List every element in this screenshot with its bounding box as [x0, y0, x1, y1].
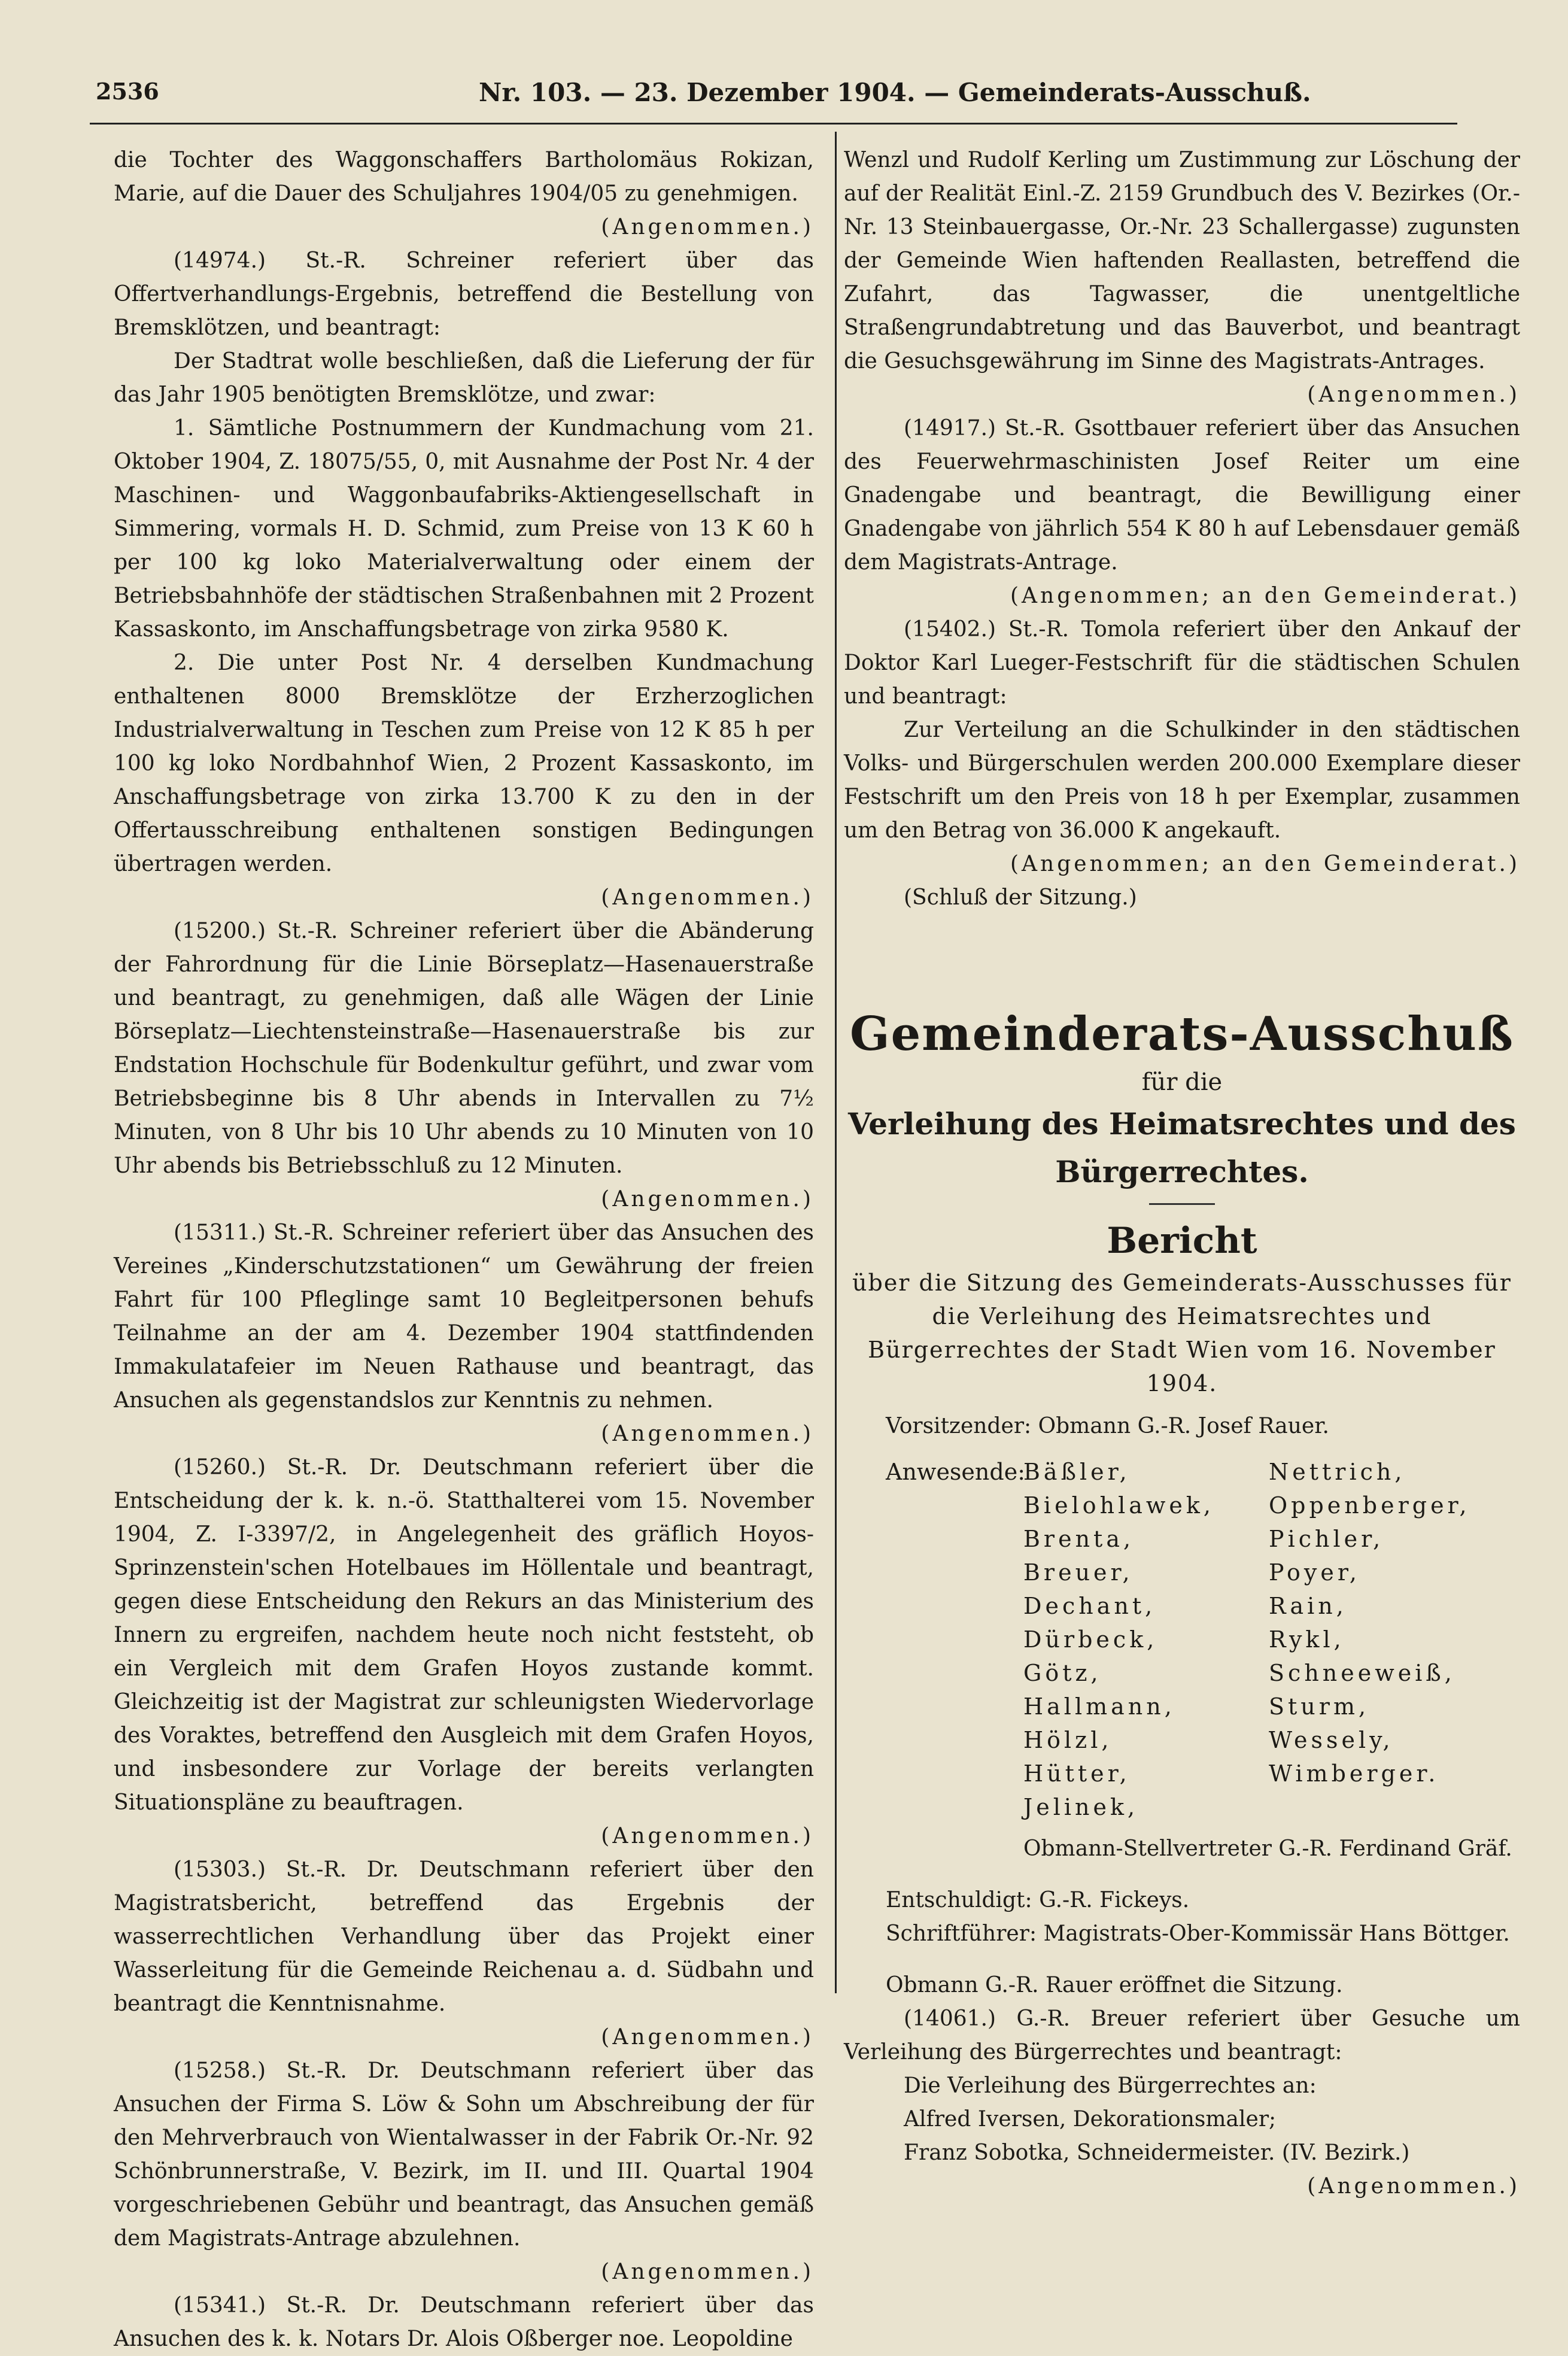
paragraph: Der Stadtrat wolle beschließen, daß die Lieferung der für das Jahr 1905 benötigten Bremsklötze, und zwar: — [114, 349, 814, 407]
paragraph: die Tochter des Waggonschaffers Bartholomäus Rokizan, Marie, auf die Dauer des Schuljahres 1904/05 zu genehmigen. — [114, 148, 814, 206]
left-column — [114, 144, 814, 2356]
section-title: Gemeinderats-Ausschuß — [849, 1007, 1515, 1061]
attendee: Poyer, — [1269, 1559, 1360, 1586]
attendee: Schneeweiß, — [1269, 1660, 1455, 1686]
report-description: über die Sitzung des Gemeinderats-Ausschusses für die Verleihung des Heimatsrechtes und Bürgerrechtes der Stadt Wien vom 16. November 1904. — [852, 1270, 1512, 1396]
vote-result: (Angenommen.) — [601, 2025, 814, 2050]
vote-result: (Angenommen; an den Gemeinderat.) — [1010, 852, 1520, 876]
attendee: Sturm, — [1269, 1693, 1370, 1720]
attendee: Jelinek, — [1023, 1794, 1139, 1820]
committee-section — [844, 1004, 1520, 1400]
excused-line: Entschuldigt: G.-R. Fickeys. — [886, 1888, 1190, 1912]
paragraph: 1. Sämtliche Postnummern der Kundmachung vom 21. Oktober 1904, Z. 18075/55, 0, mit Ausnahme der Post Nr. 4 der Maschinen- und Waggonbaufabriks-Aktiengesellschaft in Simmering, vormals H. D. Schmid, zum Preise von 13 K 60 h per 100 kg loko Materialverwaltung oder einem der Betriebsbahnhöfe der städtischen Straßenbahnen mit 2 Prozent Kassaskonto, im Anschaffungsbetrage von zirka 9580 K. — [114, 416, 814, 642]
attendee: Bäßler, — [1023, 1459, 1131, 1485]
attendee: Hölzl, — [1023, 1727, 1113, 1753]
attendee: Götz, — [1023, 1660, 1102, 1686]
attendee: Nettrich, — [1269, 1459, 1406, 1485]
attendee: Brenta, — [1023, 1526, 1135, 1552]
attendee: Dechant, — [1023, 1593, 1156, 1619]
header-rule — [90, 123, 1457, 125]
attendees-column-1 — [1023, 1455, 1214, 1824]
paragraph: (15200.) St.-R. Schreiner referiert über die Abänderung der Fahrordnung für die Linie Börseplatz—Hasenauerstraße und beantragt, zu genehmigen, daß alle Wägen der Linie Börseplatz—Liechtensteinstraße—Hasenauerstraße bis zur Endstation Hochschule für Bodenkultur geführt, und zwar vom Betriebsbeginne bis 8 Uhr abends in Intervallen zu 7½ Minuten, von 8 Uhr bis 10 Uhr abends zu 10 Minuten von 10 Uhr abends bis Betriebsschluß zu 12 Minuten. — [114, 919, 814, 1178]
paragraph: (15260.) St.-R. Dr. Deutschmann referiert über die Entscheidung der k. k. n.-ö. Statthalterei vom 15. November 1904, Z. I-3397/2, in Angelegenheit des gräflich Hoyos-Sprinzenstein'schen Hotelbaues im Höllentale und beantragt, gegen diese Entscheidung den Rekurs an das Ministerium des Innern zu ergreifen, nachdem heute noch nicht feststeht, ob ein Vergleich mit dem Grafen Hoyos zustande kommt. Gleichzeitig ist der Magistrat zur schleunigsten Wiedervorlage des Voraktes, betreffend den Ausgleich mit dem Grafen Hoyos, und insbesondere zur Vorlage der bereits verlangten Situationspläne zu beauftragen. — [114, 1455, 814, 1815]
section-subtitle-main: Verleihung des Heimatsrechtes und des Bürgerrechtes. — [848, 1106, 1516, 1189]
attendee: Hallmann, — [1023, 1693, 1175, 1720]
attendee: Rain, — [1269, 1593, 1347, 1619]
paragraph: (14917.) St.-R. Gsottbauer referiert über das Ansuchen des Feuerwehrmaschinisten Josef Reiter um eine Gnadengabe und beantragt, die Bewilligung einer Gnadengabe von jährlich 554 K 80 h auf Lebensdauer gemäß dem Magistrats-Antrage. — [844, 416, 1520, 575]
attendee: Oppenberger, — [1269, 1492, 1470, 1519]
vote-result: (Angenommen.) — [601, 1422, 814, 1446]
paragraph: Zur Verteilung an die Schulkinder in den städtischen Volks- und Bürgerschulen werden 200.000 Exemplare dieser Festschrift um den Preis von 18 h per Exemplar, zusammen um den Betrag von 36.000 K angekauft. — [844, 718, 1520, 843]
grant-entry: Franz Sobotka, Schneidermeister. (IV. Bezirk.) — [904, 2141, 1410, 2165]
attendee: Hütter, — [1023, 1760, 1131, 1787]
grant-entry: Alfred Iversen, Dekorationsmaler; — [904, 2107, 1277, 2132]
opening-line: Obmann G.-R. Rauer eröffnet die Sitzung. — [886, 1973, 1343, 1997]
section-divider — [1149, 1203, 1215, 1205]
vote-result: (Angenommen.) — [601, 215, 814, 239]
attendee: Breuer, — [1023, 1559, 1134, 1586]
session-end: (Schluß der Sitzung.) — [904, 885, 1137, 910]
chair-line: Vorsitzender: Obmann G.-R. Josef Rauer. — [886, 1414, 1329, 1438]
deputy-chair-line: Obmann-Stellvertreter G.-R. Ferdinand Gräf. — [1023, 1836, 1512, 1861]
attendee: Dürbeck, — [1023, 1626, 1158, 1653]
section-subtitle: für die — [1141, 1068, 1223, 1096]
secretary-line: Schriftführer: Magistrats-Ober-Kommissär Hans Böttger. — [886, 1921, 1510, 1946]
attendee: Pichler, — [1269, 1526, 1384, 1552]
paragraph: (15341.) St.-R. Dr. Deutschmann referiert über das Ansuchen des k. k. Notars Dr. Alois Oßberger noe. Leopoldine — [114, 2293, 814, 2351]
paragraph: (14974.) St.-R. Schreiner referiert über das Offertverhandlungs-Ergebnis, betreffend die Bestellung von Bremsklötzen, und beantragt: — [114, 248, 814, 340]
header-title: Nr. 103. — 23. Dezember 1904. — Gemeinderats-Ausschuß. — [479, 78, 1311, 107]
paragraph: (15402.) St.-R. Tomola referiert über den Ankauf der Doktor Karl Lueger-Festschrift für die städtischen Schulen und beantragt: — [844, 617, 1520, 709]
attendees-label: Anwesende: — [886, 1459, 1026, 1485]
paragraph: (15303.) St.-R. Dr. Deutschmann referiert über den Magistratsbericht, betreffend das Ergebnis der wasserrechtlichen Verhandlung über das Projekt einer Wasserleitung für die Gemeinde Reichenau a. d. Südbahn und beantragt die Kenntnisnahme. — [114, 1857, 814, 2016]
attendee: Bielohlawek, — [1023, 1492, 1214, 1519]
attendee: Rykl, — [1269, 1626, 1345, 1653]
paragraph: 2. Die unter Post Nr. 4 derselben Kundmachung enthaltenen 8000 Bremsklötze der Erzherzoglichen Industrialverwaltung in Teschen zum Preise von 12 K 85 h per 100 kg loko Nordbahnhof Wien, 2 Prozent Kassaskonto, im Anschaffungsbetrage von zirka 13.700 K zu den in der Offertausschreibung enthaltenen sonstigen Bedingungen übertragen werden. — [114, 651, 814, 876]
vote-result: (Angenommen; an den Gemeinderat.) — [1010, 584, 1520, 608]
report-heading: Bericht — [1107, 1220, 1257, 1262]
vote-result: (Angenommen.) — [601, 1824, 814, 1848]
attendee: Wessely, — [1269, 1727, 1394, 1753]
attendees-list — [844, 1455, 1520, 1832]
vote-result: (Angenommen.) — [1307, 382, 1520, 407]
vote-result: (Angenommen.) — [601, 1187, 814, 1212]
column-divider — [835, 132, 837, 1993]
right-column — [844, 144, 1520, 2203]
grant-heading: Die Verleihung des Bürgerrechtes an: — [904, 2073, 1317, 2098]
paragraph: (15258.) St.-R. Dr. Deutschmann referiert über das Ansuchen der Firma S. Löw & Sohn um Abschreibung der für den Mehrverbrauch von Wientalwasser in der Fabrik Or.-Nr. 92 Schönbrunnerstraße, V. Bezirk, im II. und III. Quartal 1904 vorgeschriebenen Gebühr und beantragt, das Ansuchen gemäß dem Magistrats-Antrage abzulehnen. — [114, 2059, 814, 2251]
vote-result: (Angenommen.) — [1307, 2174, 1520, 2199]
paragraph: (15311.) St.-R. Schreiner referiert über das Ansuchen des Vereines „Kinderschutzstationen“ um Gewährung der freien Fahrt für 100 Pfleglinge samt 10 Begleitpersonen behufs Teilnahme an der am 4. Dezember 1904 stattfindenden Immakulatafeier im Neuen Rathause und beantragt, das Ansuchen als gegenstandslos zur Kenntnis zu nehmen. — [114, 1220, 814, 1413]
page-header — [96, 78, 1442, 120]
paragraph: Wenzl und Rudolf Kerling um Zustimmung zur Löschung der auf der Realität Einl.-Z. 2159 Grundbuch des V. Bezirkes (Or.-Nr. 13 Steinbauergasse, Or.-Nr. 23 Schallergasse) zugunsten der Gemeinde Wien haftenden Reallasten, betreffend die Zufahrt, das Tagwasser, die unentgeltliche Straßengrundabtretung und das Bauverbot, und beantragt die Gesuchsgewährung im Sinne des Magistrats-Antrages. — [844, 148, 1520, 374]
vote-result: (Angenommen.) — [601, 2260, 814, 2284]
attendees-column-2 — [1269, 1455, 1470, 1790]
vote-result: (Angenommen.) — [601, 885, 814, 910]
page-number: 2536 — [96, 78, 159, 105]
paragraph: (14061.) G.-R. Breuer referiert über Gesuche um Verleihung des Bürgerrechtes und beantragt: — [844, 2006, 1520, 2064]
attendee: Wimberger. — [1269, 1760, 1439, 1787]
